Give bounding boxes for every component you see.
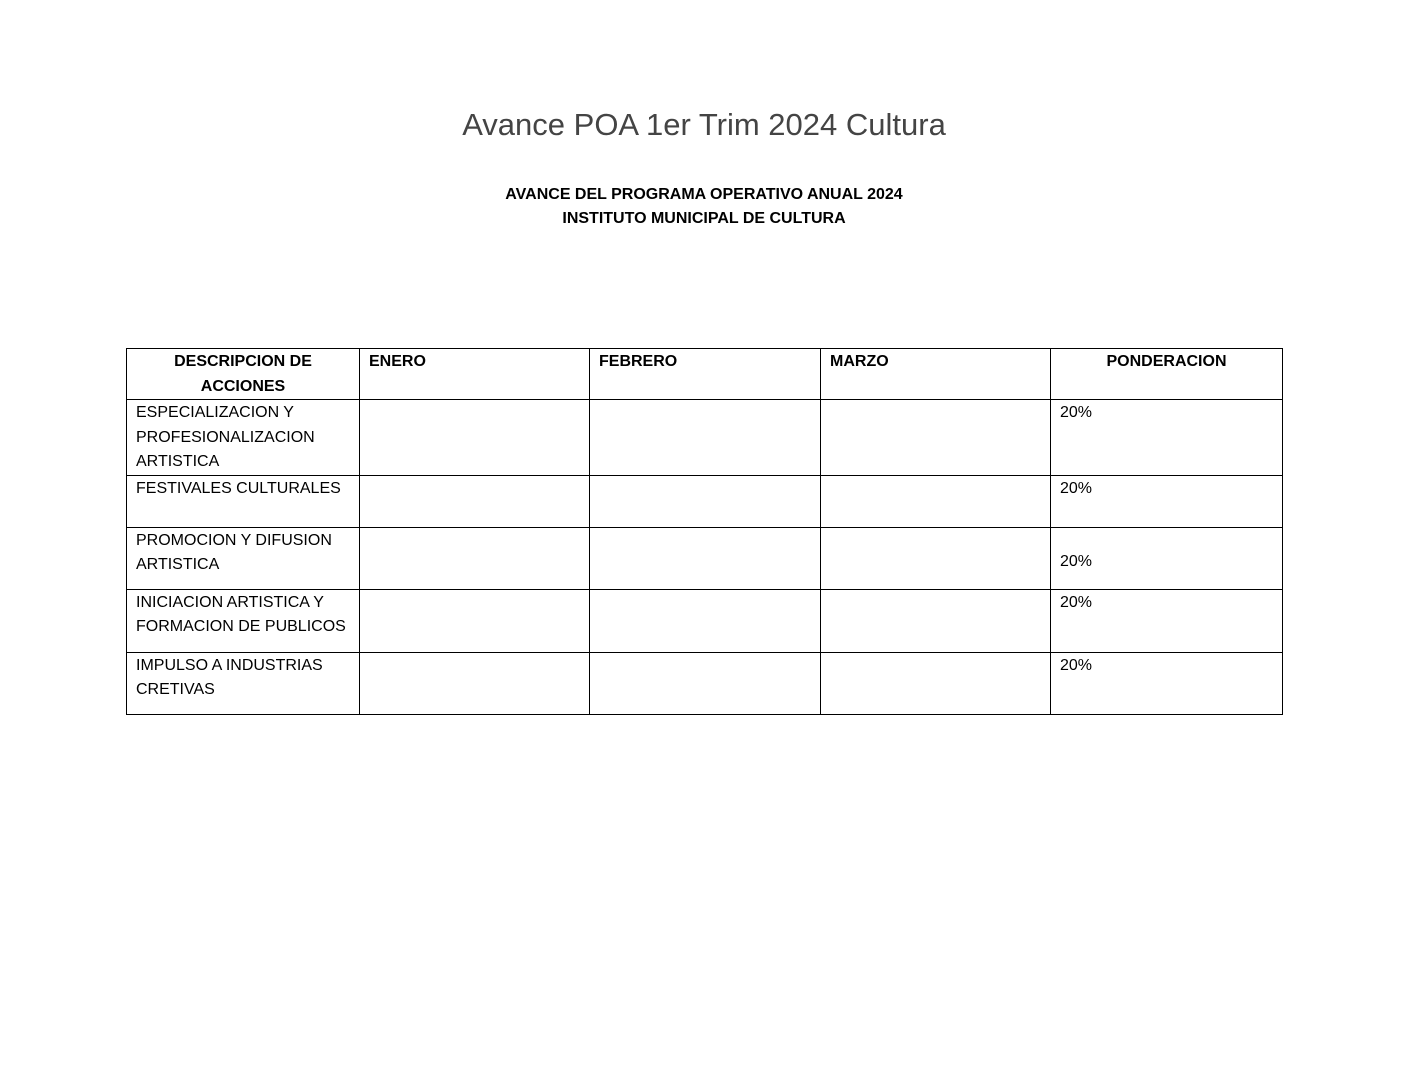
cell-enero <box>360 589 590 652</box>
cell-ponderacion: 20% <box>1051 589 1283 652</box>
institute-subtitle: INSTITUTO MUNICIPAL DE CULTURA <box>562 210 846 227</box>
table-row <box>127 652 1283 714</box>
cell-description: INICIACION ARTISTICA Y FORMACION DE PUBLICOS <box>127 589 360 652</box>
cell-marzo <box>821 400 1051 476</box>
cell-description: ESPECIALIZACION Y PROFESIONALIZACION ARTISTICA <box>127 400 360 476</box>
cell-ponderacion: 20% <box>1051 527 1283 589</box>
table-row <box>127 527 1283 589</box>
cell-enero <box>360 652 590 714</box>
header-enero: ENERO <box>360 349 590 400</box>
cell-enero <box>360 527 590 589</box>
cell-ponderacion: 20% <box>1051 475 1283 527</box>
cell-marzo <box>821 589 1051 652</box>
cell-description: IMPULSO A INDUSTRIAS CRETIVAS <box>127 652 360 714</box>
cell-enero <box>360 400 590 476</box>
cell-marzo <box>821 652 1051 714</box>
cell-febrero <box>590 400 821 476</box>
cell-febrero <box>590 475 821 527</box>
cell-febrero <box>590 527 821 589</box>
cell-marzo <box>821 527 1051 589</box>
cell-ponderacion: 20% <box>1051 652 1283 714</box>
document-title: Avance POA 1er Trim 2024 Cultura <box>462 107 946 142</box>
header-descripcion: DESCRIPCION DE ACCIONES <box>127 349 360 400</box>
table-row <box>127 400 1283 476</box>
cell-description: PROMOCION Y DIFUSION ARTISTICA <box>127 527 360 589</box>
table-row <box>127 475 1283 527</box>
cell-febrero <box>590 589 821 652</box>
program-subtitle: AVANCE DEL PROGRAMA OPERATIVO ANUAL 2024 <box>505 186 903 203</box>
cell-febrero <box>590 652 821 714</box>
cell-marzo <box>821 475 1051 527</box>
table-row <box>127 589 1283 652</box>
header-febrero: FEBRERO <box>590 349 821 400</box>
poa-progress-table <box>126 348 1283 715</box>
cell-ponderacion: 20% <box>1051 400 1283 476</box>
header-ponderacion: PONDERACION <box>1051 349 1283 400</box>
table-header-row <box>127 349 1283 400</box>
cell-description: FESTIVALES CULTURALES <box>127 475 360 527</box>
header-marzo: MARZO <box>821 349 1051 400</box>
cell-enero <box>360 475 590 527</box>
